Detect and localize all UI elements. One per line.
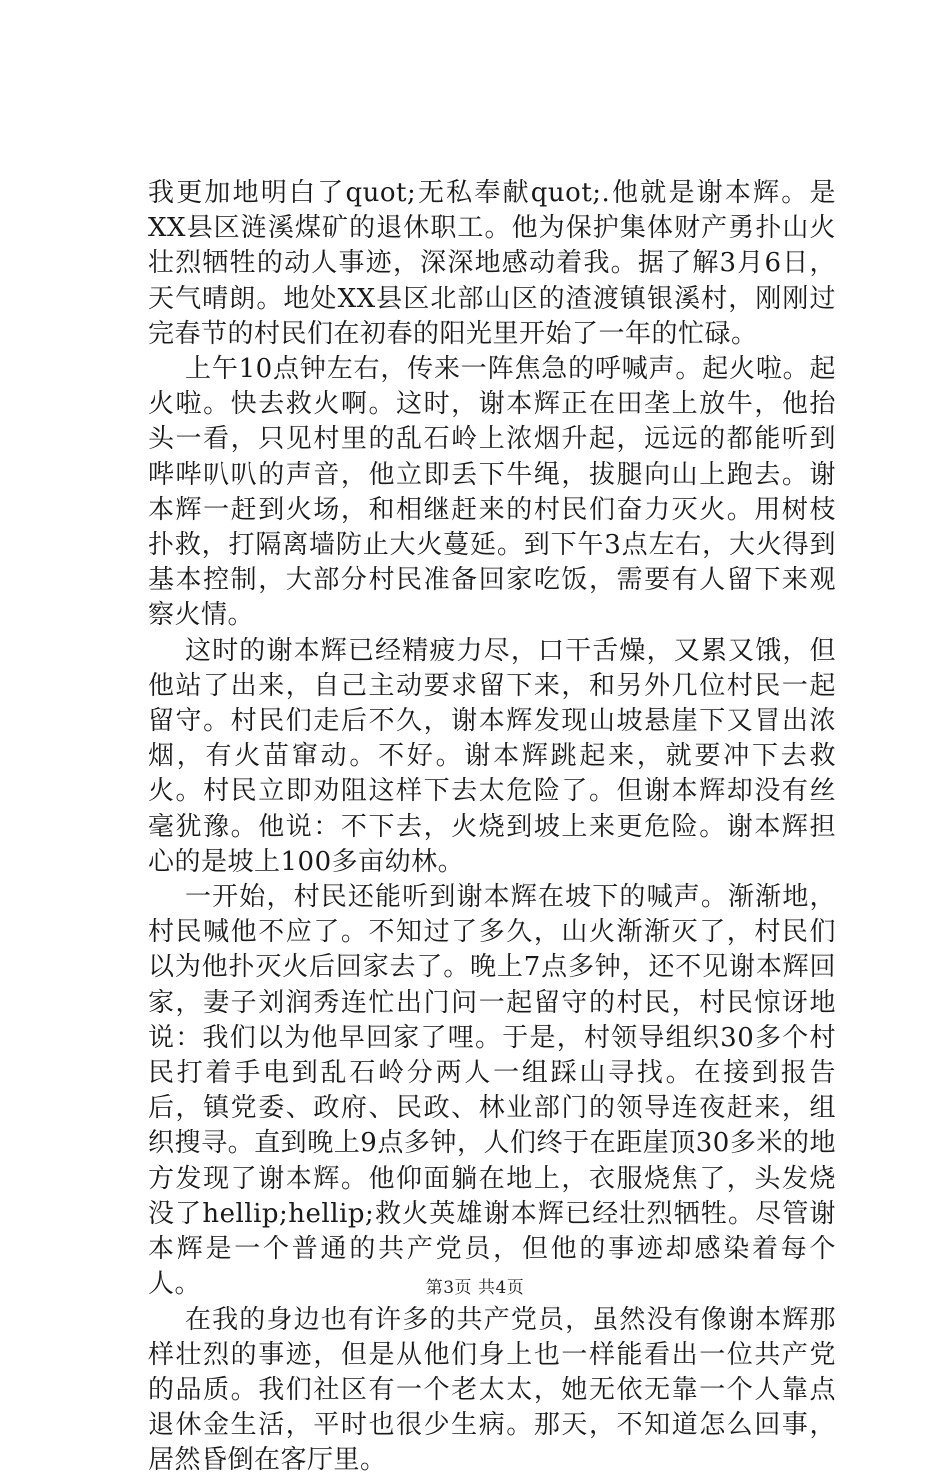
paragraph-3: 这时的谢本辉已经精疲力尽，口干舌燥，又累又饿，但他站了出来，自己主动要求留下来，和另外几位村民一起留守。村民们走后不久，谢本辉发现山坡悬崖下又冒出浓烟，有火苗窜动。不好。谢本辉跳起来，就要冲下去救火。村民立即劝阻这样下去太危险了。但谢本辉却没有丝毫犹豫。他说：不下去，火烧到坡上来更危险。谢本辉担心的是坡上100多亩幼林。 — [148, 635, 836, 877]
paragraph-1: 我更加地明白了quot;无私奉献quot;.他就是谢本辉。是XX县区涟溪煤矿的退休职工。他为保护集体财产勇扑山火壮烈牺牲的动人事迹，深深地感动着我。据了解3月6日，天气晴朗。地处XX县区北部山区的渣渡镇银溪村，刚刚过完春节的村民们在初春的阳光里开始了一年的忙碌。 — [148, 178, 836, 349]
paragraph-5: 在我的身边也有许多的共产党员，虽然没有像谢本辉那样壮烈的事迹，但是从他们身上也一样能看出一位共产党的品质。我们社区有一个老太太，她无依无靠一个人靠点退休金生活，平时也很少生病。那天，不知道怎么回事，居然昏倒在客厅里。 — [148, 1304, 836, 1476]
paragraph-4: 一开始，村民还能听到谢本辉在坡下的喊声。渐渐地，村民喊他不应了。不知过了多久，山火渐渐灭了，村民们以为他扑灭火后回家去了。晚上7点多钟，还不见谢本辉回家，妻子刘润秀连忙出门问一起留守的村民，村民惊讶地说：我们以为他早回家了哩。于是，村领导组织30多个村民打着手电到乱石岭分两人一组踩山寻找。在接到报告后，镇党委、政府、民政、林业部门的领导连夜赶来，组织搜寻。直到晚上9点多钟，人们终于在距崖顶30多米的地方发现了谢本辉。他仰面躺在地上，衣服烧焦了，头发烧没了hellip;hellip;救火英雄谢本辉已经壮烈牺牲。尽管谢本辉是一个普通的共产党员，但他的事迹却感染着每个人。 — [148, 882, 836, 1300]
paragraph-2: 上午10点钟左右，传来一阵焦急的呼喊声。起火啦。起火啦。快去救火啊。这时，谢本辉正在田垄上放牛，他抬头一看，只见村里的乱石岭上浓烟升起，远远的都能听到哔哔叭叭的声音，他立即丢下牛绳，拔腿向山上跑去。谢本辉一赶到火场，和相继赶来的村民们奋力灭火。用树枝扑救，打隔离墙防止大火蔓延。到下午3点左右，大火得到基本控制，大部分村民准备回家吃饭，需要有人留下来观察火情。 — [148, 354, 836, 631]
page-footer: 第3页 共4页 — [425, 1278, 525, 1298]
